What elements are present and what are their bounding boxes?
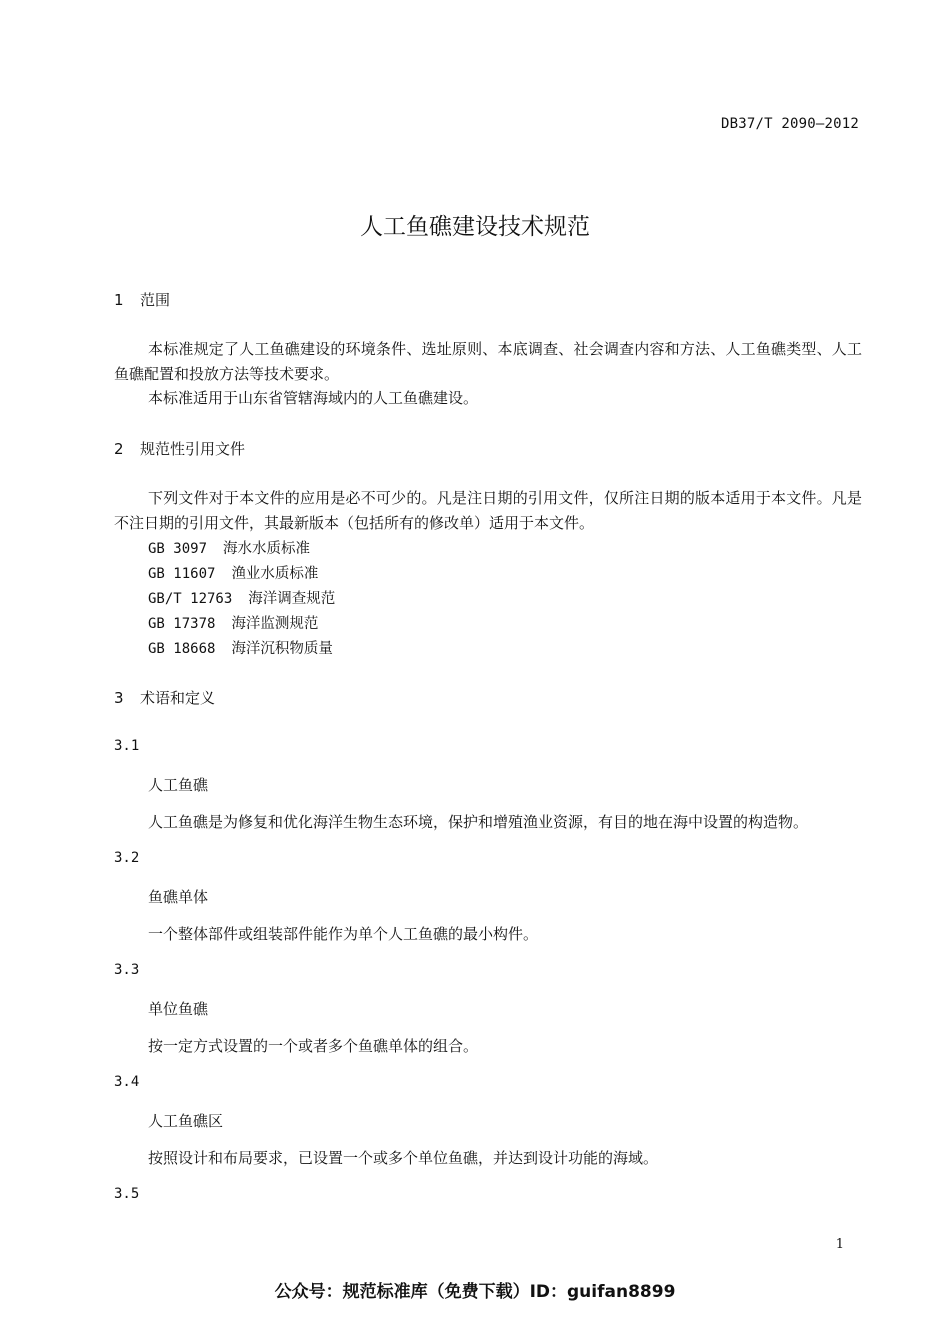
section-title: 术语和定义 [140, 689, 216, 707]
term-definition: 按照设计和布局要求，已设置一个或多个单位鱼礁，并达到设计功能的海域。 [148, 1149, 659, 1167]
page-number: 1 [835, 1237, 844, 1252]
reference-item [148, 637, 333, 658]
clause-number: 3.4 [114, 1074, 140, 1090]
reference-code: GB 17378 [148, 616, 216, 632]
clause-number: 3.3 [114, 962, 140, 978]
reference-name: 渔业水质标准 [231, 566, 319, 582]
clause-number: 3.2 [114, 850, 140, 866]
term-definition: 一个整体部件或组装部件能作为单个人工鱼礁的最小构件。 [148, 925, 539, 943]
term-title: 人工鱼礁 [148, 776, 209, 794]
paragraph: 本标准适用于山东省管辖海域内的人工鱼礁建设。 [148, 389, 479, 407]
reference-name: 海水水质标准 [223, 541, 311, 557]
reference-name: 海洋调查规范 [248, 591, 336, 607]
reference-name: 海洋监测规范 [231, 616, 319, 632]
clause-number: 3.5 [114, 1186, 140, 1202]
term-title: 人工鱼礁区 [148, 1112, 224, 1130]
reference-code: GB/T 12763 [148, 591, 233, 607]
reference-code: GB 3097 [148, 541, 208, 557]
section-number: 3 [114, 689, 124, 707]
paragraph: 本标准规定了人工鱼礁建设的环境条件、选址原则、本底调查、社会调查内容和方法、人工鱼礁类型、人工鱼礁配置和投放方法等技术要求。 [114, 340, 862, 383]
section-title: 规范性引用文件 [140, 440, 246, 458]
reference-name: 海洋沉积物质量 [231, 641, 333, 657]
reference-item [148, 612, 318, 633]
standard-code: DB37/T 2090—2012 [720, 116, 859, 132]
section-number: 1 [114, 291, 124, 309]
section-2-body [114, 486, 862, 535]
paragraph: 下列文件对于本文件的应用是必不可少的。凡是注日期的引用文件，仅所注日期的版本适用于本文件。凡是不注日期的引用文件，其最新版本（包括所有的修改单）适用于本文件。 [114, 489, 862, 532]
section-2-heading [114, 438, 245, 459]
reference-item [148, 562, 318, 583]
footer-watermark-text: 公众号：规范标准库（免费下载）ID：guifan8899 [274, 1282, 676, 1302]
term-title: 单位鱼礁 [148, 1000, 209, 1018]
section-title: 范围 [140, 291, 171, 309]
section-number: 2 [114, 440, 124, 458]
section-3-heading [114, 687, 215, 708]
section-1-heading [114, 289, 170, 310]
section-1-body [114, 337, 862, 411]
term-definition: 按一定方式设置的一个或者多个鱼礁单体的组合。 [148, 1037, 479, 1055]
term-title: 鱼礁单体 [148, 888, 209, 906]
reference-item [148, 537, 310, 558]
term-definition: 人工鱼礁是为修复和优化海洋生物生态环境，保护和增殖渔业资源，有目的地在海中设置的构造物。 [148, 813, 809, 831]
clause-number: 3.1 [114, 738, 140, 754]
reference-code: GB 11607 [148, 566, 216, 582]
reference-code: GB 18668 [148, 641, 216, 657]
document-title: 人工鱼礁建设技术规范 [360, 214, 590, 240]
reference-item [148, 587, 335, 608]
